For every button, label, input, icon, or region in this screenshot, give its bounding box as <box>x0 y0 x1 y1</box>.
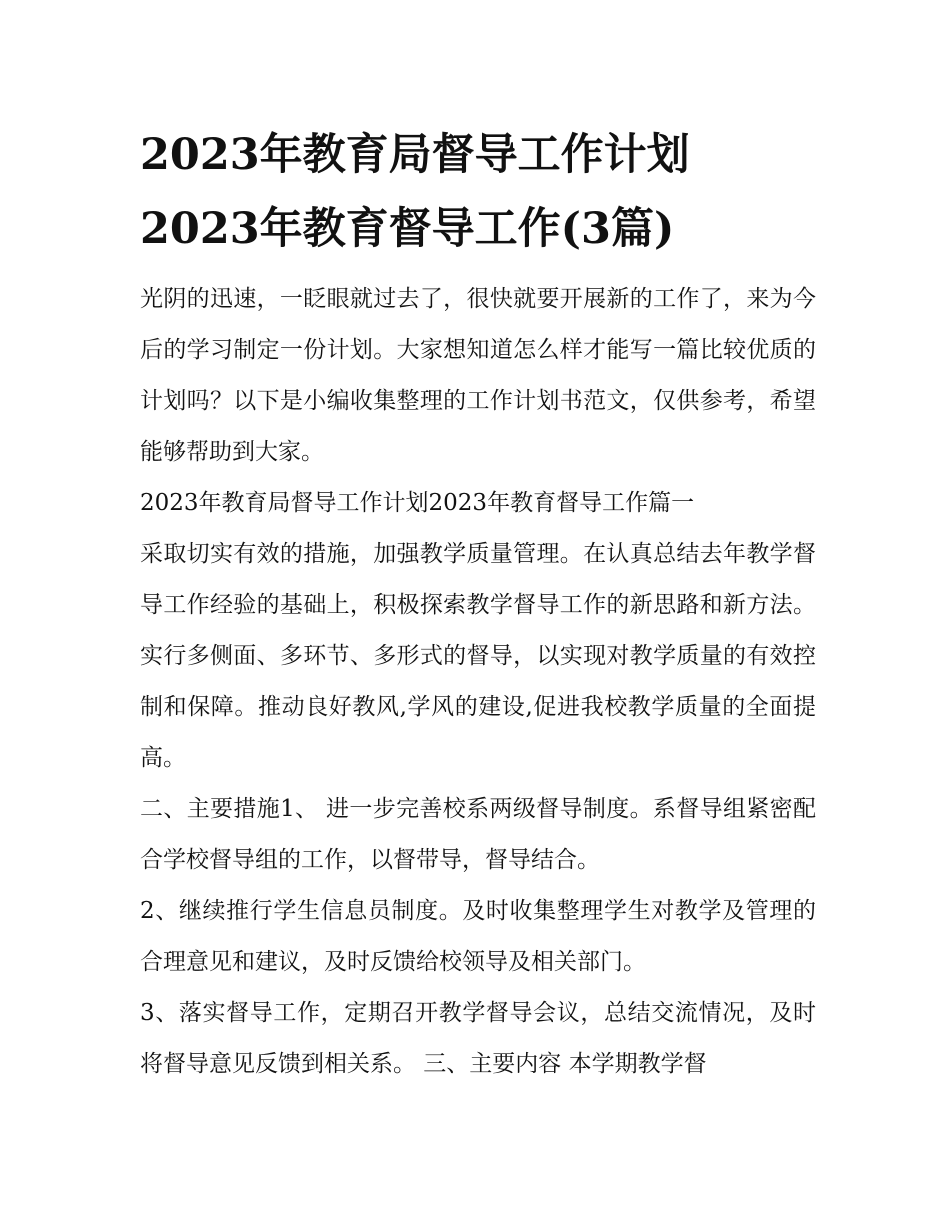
document-page <box>140 118 816 1090</box>
title-line-1: 2023年教育局督导工作计划 <box>140 130 690 180</box>
student-info-paragraph: 2、继续推行学生信息员制度。及时收集整理学生对教学及管理的合理意见和建议，及时反馈给校领导及相关部门。 <box>140 898 816 975</box>
document-body <box>140 274 816 1090</box>
intro-paragraph: 光阴的迅速，一眨眼就过去了，很快就要开展新的工作了，来为今后的学习制定一份计划。大家想知道怎么样才能写一篇比较优质的计划吗？以下是小编收集整理的工作计划书范文，仅供参考，希望能够帮助到大家。 <box>140 286 816 465</box>
section-heading: 2023年教育局督导工作计划2023年教育督导工作篇一 <box>140 490 695 516</box>
supervision-paragraph: 3、落实督导工作，定期召开教学督导会议，总结交流情况，及时将督导意见反馈到相关系。 三、主要内容 本学期教学督 <box>140 1000 816 1077</box>
document-title <box>140 118 816 266</box>
title-line-2: 2023年教育督导工作(3篇) <box>140 204 675 254</box>
main-measures-paragraph: 二、主要措施1、 进一步完善校系两级督导制度。系督导组紧密配合学校督导组的工作，以督带导，督导结合。 <box>140 796 816 873</box>
measures-paragraph: 采取切实有效的措施，加强教学质量管理。在认真总结去年教学督导工作经验的基础上，积极探索教学督导工作的新思路和新方法。实行多侧面、多环节、多形式的督导，以实现对教学质量的有效控制和保障。推动良好教风,学风的建设,促进我校教学质量的全面提高。 <box>140 541 816 771</box>
